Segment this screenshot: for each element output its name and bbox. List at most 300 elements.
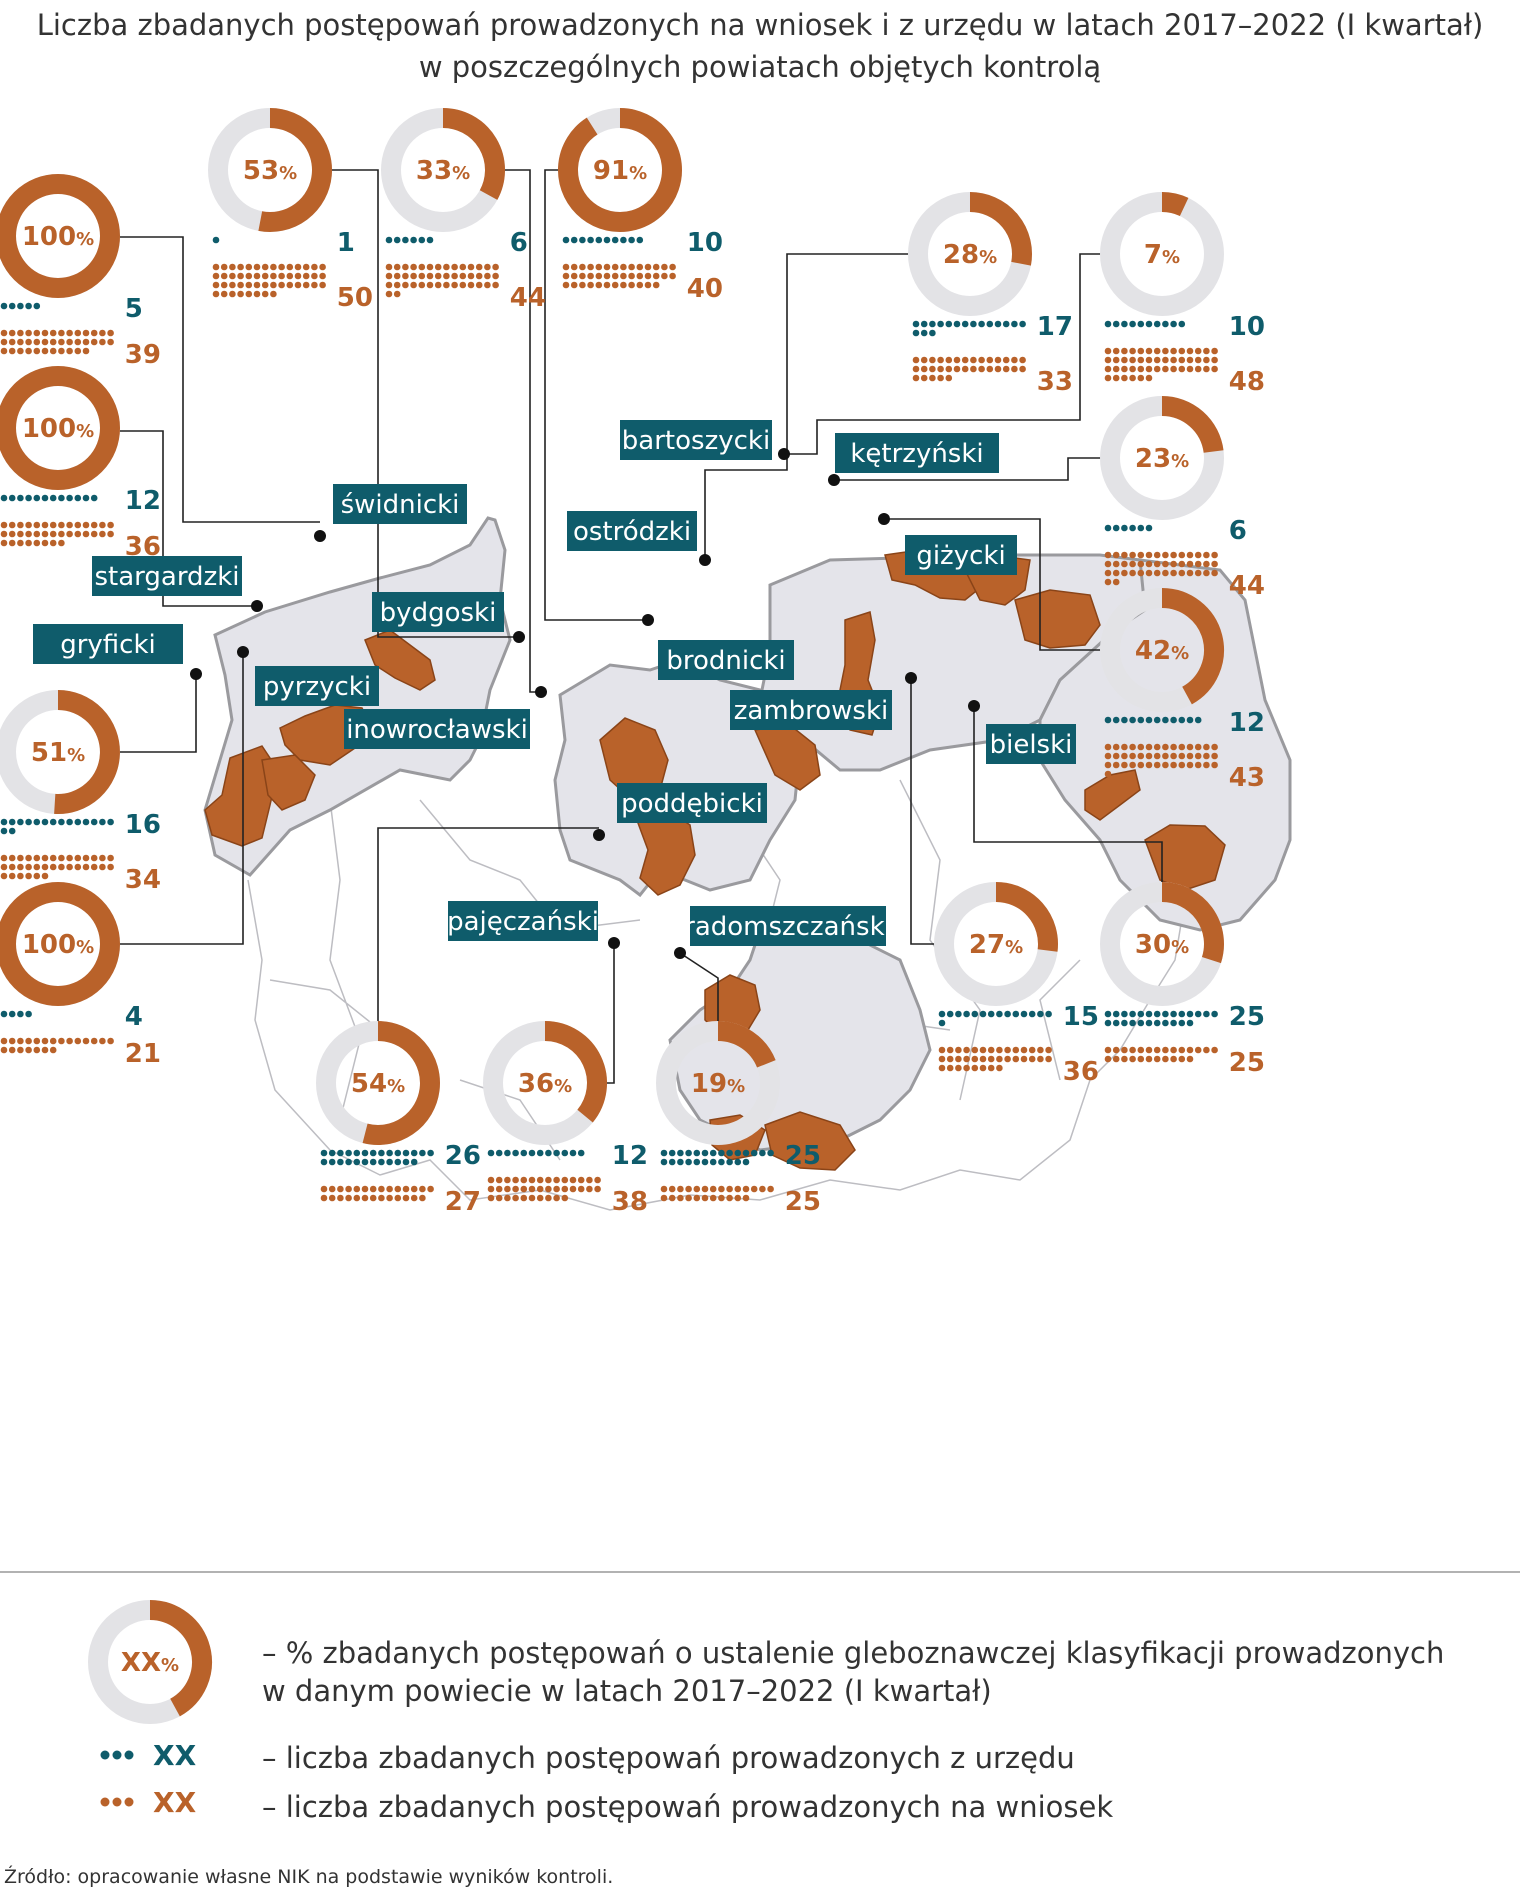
count-zurzedu-pyrzycki: 4 <box>124 1002 143 1032</box>
dot <box>237 282 244 289</box>
dot <box>468 273 475 280</box>
dot <box>270 282 277 289</box>
dot <box>1105 525 1112 532</box>
donut-pct-sign: % <box>1171 937 1190 958</box>
dot <box>1019 357 1026 364</box>
dot <box>107 330 114 337</box>
dot <box>620 282 627 289</box>
dot <box>419 1186 426 1193</box>
dot <box>1 303 8 310</box>
dot <box>1121 525 1128 532</box>
dot <box>42 339 49 346</box>
dot <box>17 1011 24 1018</box>
dot <box>913 357 920 364</box>
donut-pct-sign: % <box>76 229 95 250</box>
dots-wniosek-zambrowski <box>939 1047 1052 1072</box>
dot <box>1195 366 1202 373</box>
dot <box>767 1150 774 1157</box>
dot <box>1170 552 1177 559</box>
dot <box>529 1195 536 1202</box>
donut-gryficki <box>6 700 110 804</box>
dot <box>91 330 98 337</box>
dot <box>970 357 977 364</box>
dot <box>913 375 920 382</box>
dot <box>1187 1020 1194 1027</box>
dot <box>504 1150 511 1157</box>
dot <box>402 237 409 244</box>
dot <box>42 873 49 880</box>
dot <box>937 366 944 373</box>
dot <box>1179 321 1186 328</box>
dot <box>237 291 244 298</box>
donut-pyrzycki <box>6 892 110 996</box>
dot <box>50 522 57 529</box>
dot <box>1154 753 1161 760</box>
dot <box>42 531 49 538</box>
dot <box>395 1186 402 1193</box>
legend-pct-desc-line1: – % zbadanych postępowań o ustalenie gleboznawczej klasyfikacji prowadzonych <box>262 1636 1445 1670</box>
source-note: Źródło: opracowanie własne NIK na podstawie wyników kontroli. <box>4 1866 614 1888</box>
dot <box>1 348 8 355</box>
count-zurzedu-bielski: 25 <box>1228 1002 1265 1032</box>
dot <box>91 819 98 826</box>
dot <box>403 1159 410 1166</box>
dot <box>963 1065 970 1072</box>
legend-wniosek-key <box>101 1786 197 1819</box>
dot <box>1146 1011 1153 1018</box>
dot <box>58 855 65 862</box>
dot <box>1187 348 1194 355</box>
dot <box>1129 1020 1136 1027</box>
dot <box>1179 348 1186 355</box>
dot <box>685 1195 692 1202</box>
dot <box>1146 375 1153 382</box>
dot <box>963 1047 970 1054</box>
dot <box>246 282 253 289</box>
dot <box>612 237 619 244</box>
dot <box>1203 744 1210 751</box>
dot <box>58 522 65 529</box>
dot <box>50 330 57 337</box>
dot <box>1154 744 1161 751</box>
donut-pct-label: 42% <box>1134 636 1190 666</box>
dot <box>435 264 442 271</box>
dot <box>661 1150 668 1157</box>
dot <box>419 264 426 271</box>
county-label-text: bielski <box>989 730 1073 760</box>
dot <box>354 1159 361 1166</box>
dot <box>295 282 302 289</box>
county-label-stargardzki <box>92 556 242 596</box>
legend-graphics <box>98 1610 202 1819</box>
dot <box>1105 375 1112 382</box>
dot <box>295 264 302 271</box>
dot <box>921 321 928 328</box>
dot <box>947 1011 954 1018</box>
dot <box>1187 762 1194 769</box>
dot <box>579 273 586 280</box>
dot <box>1179 1056 1186 1063</box>
dot <box>596 237 603 244</box>
donut-brodnicki <box>568 118 672 222</box>
dot <box>66 1038 73 1045</box>
dot <box>939 1020 946 1027</box>
count-wniosek-ostrodzki: 33 <box>1036 367 1073 397</box>
dot <box>488 1150 495 1157</box>
dot <box>451 273 458 280</box>
dot <box>978 366 985 373</box>
dot <box>34 1047 41 1054</box>
dots-zurzedu-pyrzycki <box>1 1011 32 1018</box>
dot <box>9 531 16 538</box>
dot <box>337 1195 344 1202</box>
dot <box>378 1195 385 1202</box>
dot <box>726 1150 733 1157</box>
dot <box>913 330 920 337</box>
dot <box>1129 348 1136 355</box>
county-label-text: zambrowski <box>733 696 889 726</box>
dot <box>980 1047 987 1054</box>
dot <box>1195 762 1202 769</box>
dot <box>579 264 586 271</box>
dot <box>677 1150 684 1157</box>
dot <box>702 1195 709 1202</box>
leader-swidnicki <box>115 237 320 522</box>
county-label-text: pyrzycki <box>262 672 372 702</box>
dot <box>83 1038 90 1045</box>
dot <box>1 1011 8 1018</box>
dot <box>83 531 90 538</box>
leader-gryficki <box>115 674 196 752</box>
dot <box>75 1038 82 1045</box>
dot <box>1179 753 1186 760</box>
dot <box>972 1047 979 1054</box>
dot <box>319 264 326 271</box>
dot <box>751 1186 758 1193</box>
dot <box>25 1011 32 1018</box>
dot <box>921 330 928 337</box>
dot <box>1146 525 1153 532</box>
dot <box>1045 1056 1052 1063</box>
dot <box>751 1150 758 1157</box>
count-zurzedu-swidnicki: 5 <box>124 294 143 324</box>
dot <box>562 1186 569 1193</box>
dot <box>1113 762 1120 769</box>
dot <box>1146 570 1153 577</box>
donut-pct-label: 28% <box>942 240 998 270</box>
dot <box>58 540 65 547</box>
dot <box>1138 744 1145 751</box>
dot <box>1146 366 1153 373</box>
dot <box>1113 717 1120 724</box>
dot <box>476 264 483 271</box>
dot <box>370 1159 377 1166</box>
dot <box>946 366 953 373</box>
county-label-text: bartoszycki <box>621 426 771 456</box>
dot <box>1129 552 1136 559</box>
dot <box>1138 375 1145 382</box>
dot <box>435 273 442 280</box>
dot <box>545 1150 552 1157</box>
dot <box>75 522 82 529</box>
dot <box>1162 366 1169 373</box>
dot <box>1105 1020 1112 1027</box>
dot <box>83 339 90 346</box>
pin-poddebicki <box>593 829 605 841</box>
dot <box>395 1195 402 1202</box>
dot <box>710 1186 717 1193</box>
dot <box>17 1038 24 1045</box>
dots-zurzedu-poddebicki <box>321 1150 434 1166</box>
dot <box>1129 570 1136 577</box>
count-wniosek-brodnicki: 40 <box>686 274 723 304</box>
dot <box>378 1150 385 1157</box>
dot <box>1129 1011 1136 1018</box>
dot <box>612 273 619 280</box>
dots-wniosek-bydgoski <box>213 264 326 298</box>
dot <box>553 1177 560 1184</box>
dot <box>1179 744 1186 751</box>
dot <box>321 1159 328 1166</box>
dot <box>321 1186 328 1193</box>
dot <box>419 1195 426 1202</box>
count-zurzedu-zambrowski: 15 <box>1062 1002 1099 1032</box>
dot <box>9 522 16 529</box>
dots-wniosek-stargardzki <box>1 522 114 547</box>
dot <box>653 273 660 280</box>
dot <box>1146 1056 1153 1063</box>
dot <box>427 273 434 280</box>
dot <box>1138 1047 1145 1054</box>
pin-stargardzki <box>251 600 263 612</box>
dot <box>988 1047 995 1054</box>
county-label-text: giżycki <box>916 541 1006 571</box>
dot <box>1195 717 1202 724</box>
dot <box>1211 744 1218 751</box>
dot <box>34 873 41 880</box>
dot <box>735 1186 742 1193</box>
dot <box>34 303 41 310</box>
dot <box>702 1150 709 1157</box>
dot <box>995 357 1002 364</box>
dot <box>17 522 24 529</box>
dot <box>1187 561 1194 568</box>
count-wniosek-bartoszycki: 48 <box>1228 367 1265 397</box>
dot <box>1154 570 1161 577</box>
dot <box>91 531 98 538</box>
dot <box>394 291 401 298</box>
dot <box>726 1195 733 1202</box>
dot <box>1105 570 1112 577</box>
donut-stargardzki <box>6 376 110 480</box>
dot <box>612 282 619 289</box>
dot <box>1195 357 1202 364</box>
dot <box>980 1056 987 1063</box>
dot <box>83 819 90 826</box>
dot <box>394 237 401 244</box>
dot <box>25 1038 32 1045</box>
dot <box>476 273 483 280</box>
donut-pct-sign: % <box>629 163 648 184</box>
donut-swidnicki <box>6 184 110 288</box>
dot <box>337 1150 344 1157</box>
dot <box>25 540 32 547</box>
dot <box>1 828 8 835</box>
dot <box>1019 366 1026 373</box>
dot <box>91 339 98 346</box>
count-zurzedu-stargardzki: 12 <box>124 486 161 516</box>
dot <box>718 1195 725 1202</box>
dot <box>726 1159 733 1166</box>
dots-wniosek-pajeczanski <box>488 1177 601 1202</box>
count-zurzedu-pajeczanski: 12 <box>611 1141 648 1171</box>
dot <box>946 375 953 382</box>
dot <box>1154 348 1161 355</box>
donut-pct-sign: % <box>554 1076 573 1097</box>
dot <box>25 495 32 502</box>
dot <box>1113 1020 1120 1027</box>
dot <box>66 495 73 502</box>
dot <box>947 1056 954 1063</box>
donut-pct-label: 100% <box>21 414 95 444</box>
dot <box>1011 321 1018 328</box>
dot <box>694 1150 701 1157</box>
dot <box>42 330 49 337</box>
dot <box>34 819 41 826</box>
dot <box>628 282 635 289</box>
dot <box>1029 1056 1036 1063</box>
dot <box>694 1159 701 1166</box>
dot <box>34 855 41 862</box>
dot <box>386 282 393 289</box>
dot <box>25 531 32 538</box>
dot <box>545 1186 552 1193</box>
dot <box>947 1047 954 1054</box>
dot <box>1203 1011 1210 1018</box>
dot <box>718 1150 725 1157</box>
dot <box>287 273 294 280</box>
dot <box>637 264 644 271</box>
dot <box>1138 1020 1145 1027</box>
dot <box>669 1186 676 1193</box>
dot <box>9 348 16 355</box>
dot <box>403 1186 410 1193</box>
dot <box>410 273 417 280</box>
dot <box>563 273 570 280</box>
dot <box>1203 561 1210 568</box>
dot <box>229 291 236 298</box>
dot <box>996 1065 1003 1072</box>
dot <box>1154 561 1161 568</box>
donut-pct-label: 27% <box>968 930 1024 960</box>
dot <box>521 1177 528 1184</box>
dot <box>311 273 318 280</box>
leader-ostrodzki <box>705 254 920 560</box>
county-gizycki <box>1015 590 1100 648</box>
dot <box>9 339 16 346</box>
dot <box>337 1186 344 1193</box>
dot <box>419 273 426 280</box>
dot <box>34 540 41 547</box>
dot <box>1195 1047 1202 1054</box>
count-wniosek-pajeczanski: 38 <box>611 1187 648 1217</box>
dot <box>537 1186 544 1193</box>
dot <box>75 864 82 871</box>
dot <box>50 495 57 502</box>
dot <box>254 291 261 298</box>
count-wniosek-ketrzynski: 44 <box>1228 571 1265 601</box>
county-label-bartoszycki <box>620 420 772 460</box>
dot <box>25 348 32 355</box>
dot <box>1162 348 1169 355</box>
dot <box>1187 366 1194 373</box>
dot <box>972 1011 979 1018</box>
dots-zurzedu-bydgoski <box>213 237 220 244</box>
dot <box>1 495 8 502</box>
dot <box>42 495 49 502</box>
dot <box>1105 1011 1112 1018</box>
dot <box>1 864 8 871</box>
dot <box>1211 1047 1218 1054</box>
dot <box>1170 717 1177 724</box>
dot <box>42 1047 49 1054</box>
dot <box>954 321 961 328</box>
dot <box>1162 1011 1169 1018</box>
dots-zurzedu-stargardzki <box>1 495 98 502</box>
dot <box>1187 1011 1194 1018</box>
dot <box>262 273 269 280</box>
county-label-bielski <box>986 724 1076 764</box>
dot <box>319 273 326 280</box>
dot <box>345 1195 352 1202</box>
dot <box>1162 561 1169 568</box>
dot <box>17 873 24 880</box>
dot <box>1203 552 1210 559</box>
dot <box>504 1186 511 1193</box>
dot <box>978 321 985 328</box>
count-zurzedu-ketrzynski: 6 <box>1228 516 1247 546</box>
dot <box>1138 753 1145 760</box>
dot <box>987 357 994 364</box>
dot <box>484 264 491 271</box>
dot <box>1 330 8 337</box>
dot <box>1195 570 1202 577</box>
dots-zurzedu-bielski <box>1105 1011 1218 1027</box>
donut-pct-label: 36% <box>517 1069 573 1099</box>
count-zurzedu-gryficki: 16 <box>124 810 161 840</box>
dot <box>694 1195 701 1202</box>
county-label-bydgoski <box>372 592 504 632</box>
dot <box>1105 366 1112 373</box>
dots-zurzedu-gryficki <box>1 819 114 835</box>
dot <box>596 273 603 280</box>
dot <box>262 282 269 289</box>
count-wniosek-radomszczanski: 25 <box>784 1187 821 1217</box>
donut-pct-label: 53% <box>242 156 298 186</box>
dots-zurzedu-zambrowski <box>939 1011 1052 1027</box>
dot <box>107 819 114 826</box>
dot <box>759 1150 766 1157</box>
dot <box>562 1195 569 1202</box>
dot <box>34 330 41 337</box>
dot <box>1162 762 1169 769</box>
donut-pct-sign: % <box>452 163 471 184</box>
count-wniosek-swidnicki: 39 <box>124 340 161 370</box>
dot <box>1170 744 1177 751</box>
dot <box>443 264 450 271</box>
donut-pct-sign: % <box>76 421 95 442</box>
dot <box>645 273 652 280</box>
